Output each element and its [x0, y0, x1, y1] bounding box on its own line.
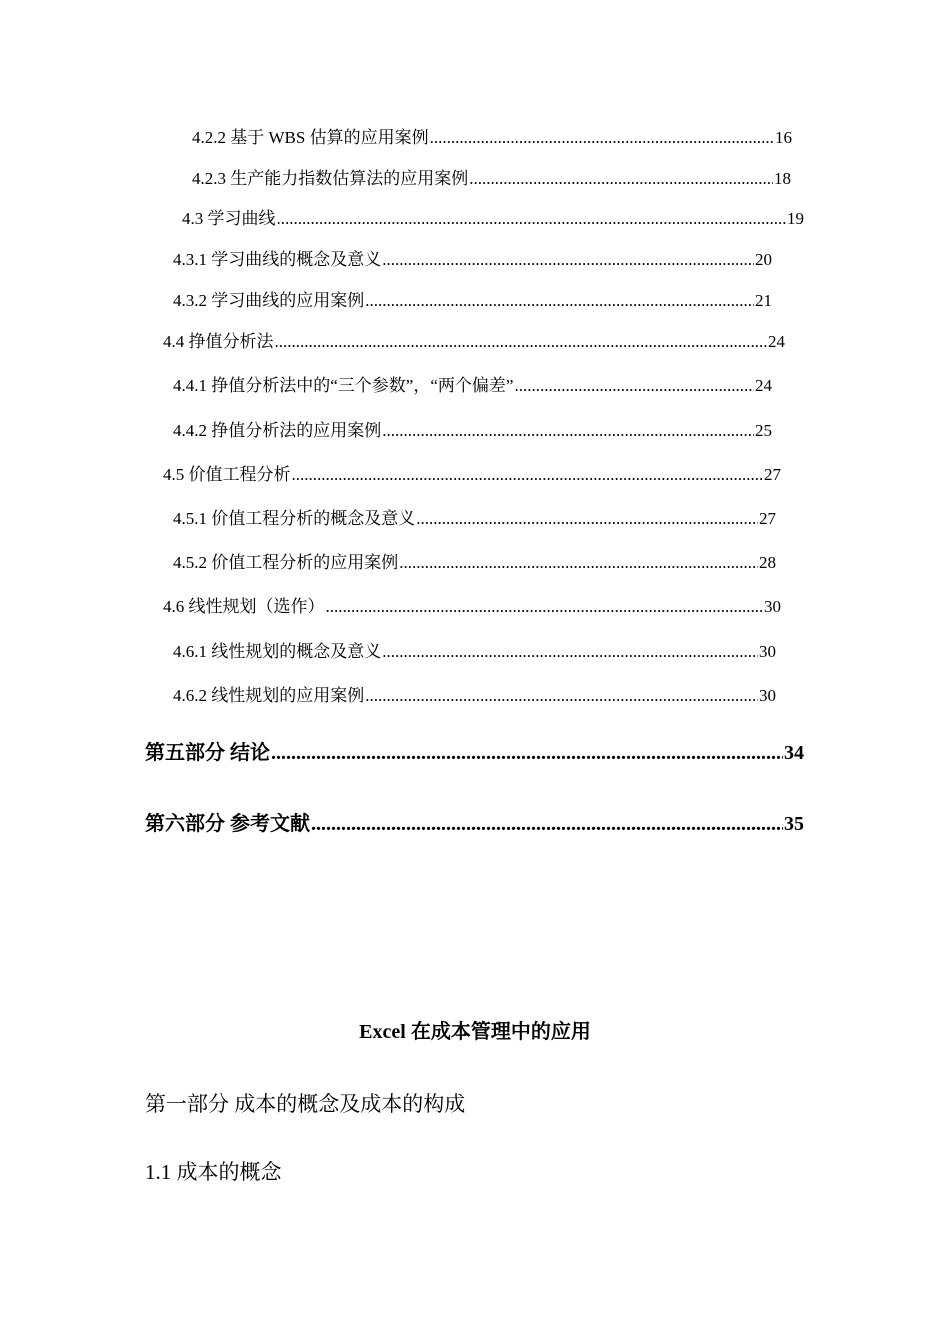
toc-entry-title: 4.5 价值工程分析: [163, 465, 291, 484]
toc-entry-title: 4.3.1 学习曲线的概念及意义: [173, 250, 382, 269]
toc-entry[interactable]: [182, 208, 804, 230]
toc-entry[interactable]: [192, 127, 792, 149]
toc-leader-dots: [365, 290, 754, 312]
section-heading: 1.1 成本的概念: [145, 1160, 282, 1184]
toc-leader-dots: [430, 127, 774, 149]
toc-entry-title: 第六部分 参考文献: [145, 813, 310, 835]
toc-entry-title: 4.3 学习曲线: [182, 209, 276, 228]
toc-entry-title: 第五部分 结论: [145, 742, 270, 764]
toc-entry-title: 4.6.1 线性规划的概念及意义: [173, 642, 382, 661]
toc-entry-page: 30: [759, 686, 776, 705]
toc-entry-page: 34: [784, 742, 804, 764]
toc-leader-dots: [514, 375, 754, 397]
toc-entry[interactable]: [173, 375, 772, 397]
toc-leader-dots: [399, 552, 758, 574]
toc-entry-page: 20: [755, 250, 772, 269]
toc-part6-entry[interactable]: [145, 811, 804, 837]
toc-entry[interactable]: [163, 464, 781, 486]
toc-leader-dots: [311, 811, 783, 837]
toc-entry[interactable]: [173, 552, 776, 574]
toc-entry[interactable]: [173, 641, 776, 663]
toc-part5-entry[interactable]: [145, 740, 804, 766]
toc-leader-dots: [326, 596, 764, 618]
toc-entry-title: 4.5.1 价值工程分析的概念及意义: [173, 509, 416, 528]
toc-entry-page: 24: [768, 332, 785, 351]
toc-entry[interactable]: [173, 290, 772, 312]
toc-leader-dots: [382, 249, 754, 271]
toc-entry-page: 25: [755, 421, 772, 440]
toc-entry[interactable]: [173, 685, 776, 707]
toc-entry[interactable]: [173, 508, 776, 530]
toc-leader-dots: [271, 740, 783, 766]
toc-entry-page: 19: [787, 209, 804, 228]
toc-entry-page: 28: [759, 553, 776, 572]
toc-entry-page: 30: [764, 597, 781, 616]
toc-entry-page: 27: [759, 509, 776, 528]
toc-leader-dots: [275, 331, 768, 353]
part1-heading: 第一部分 成本的概念及成本的构成: [145, 1092, 466, 1116]
toc-entry-page: 30: [759, 642, 776, 661]
toc-entry-title: 4.4 挣值分析法: [163, 332, 274, 351]
toc-entry-title: 4.2.3 生产能力指数估算法的应用案例: [192, 169, 469, 188]
toc-entry-title: 4.6.2 线性规划的应用案例: [173, 686, 365, 705]
toc-leader-dots: [469, 168, 773, 190]
toc-entry-page: 18: [774, 169, 791, 188]
toc-entry-page: 35: [784, 813, 804, 835]
toc-entry[interactable]: [163, 331, 785, 353]
toc-entry-title: 4.4.1 挣值分析法中的“三个参数”，“两个偏差”: [173, 376, 514, 395]
document-title: Excel 在成本管理中的应用: [359, 1021, 591, 1043]
toc-leader-dots: [382, 420, 754, 442]
toc-entry-title: 4.4.2 挣值分析法的应用案例: [173, 421, 382, 440]
toc-entry[interactable]: [173, 420, 772, 442]
toc-entry-title: 4.6 线性规划（选作）: [163, 597, 325, 616]
toc-entry-page: 16: [775, 128, 792, 147]
toc-entry-title: 4.3.2 学习曲线的应用案例: [173, 291, 365, 310]
toc-leader-dots: [416, 508, 758, 530]
toc-entry-page: 27: [764, 465, 781, 484]
toc-leader-dots: [277, 208, 787, 230]
toc-entry-title: 4.2.2 基于 WBS 估算的应用案例: [192, 128, 429, 147]
toc-entry[interactable]: [192, 168, 791, 190]
toc-leader-dots: [365, 685, 758, 707]
toc-leader-dots: [292, 464, 764, 486]
toc-entry-page: 21: [755, 291, 772, 310]
toc-leader-dots: [382, 641, 758, 663]
toc-entry-title: 4.5.2 价值工程分析的应用案例: [173, 553, 399, 572]
toc-entry[interactable]: [163, 596, 781, 618]
toc-entry-page: 24: [755, 376, 772, 395]
toc-entry[interactable]: [173, 249, 772, 271]
